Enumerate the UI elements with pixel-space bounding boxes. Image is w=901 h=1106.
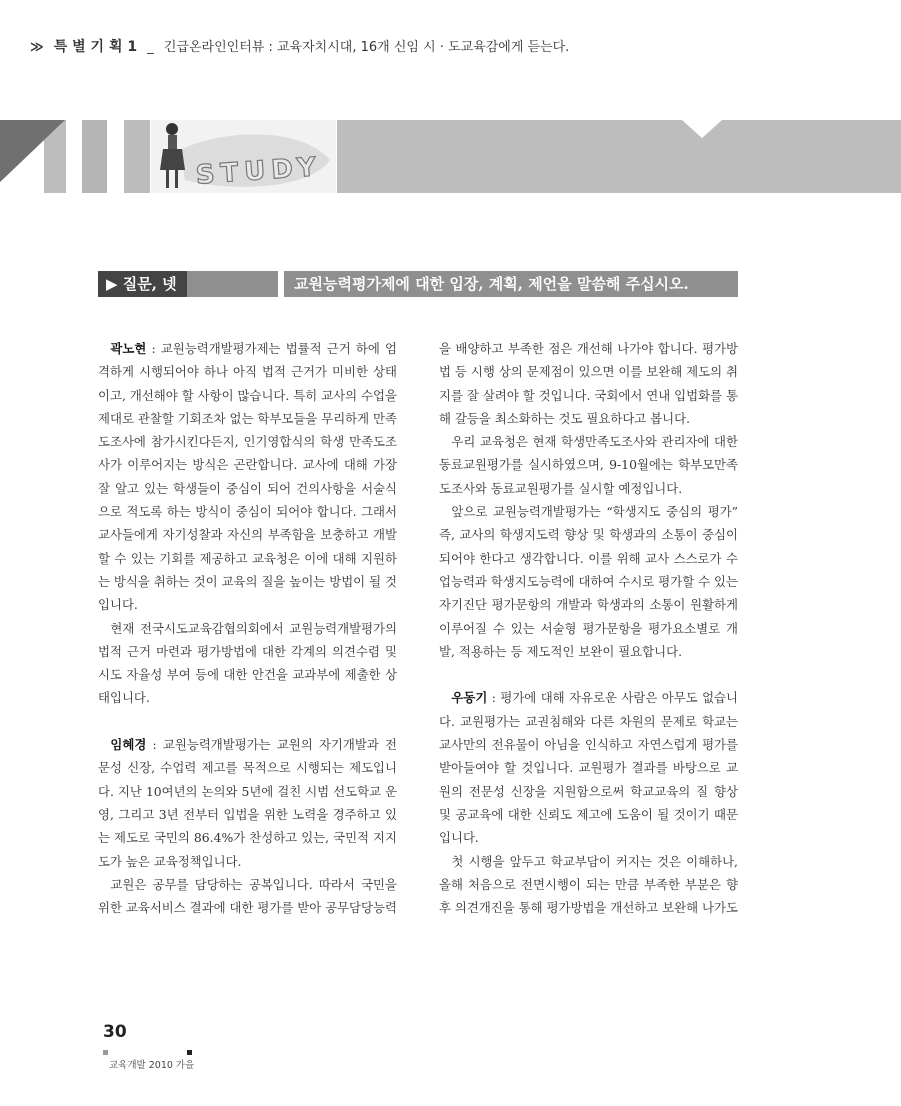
left-column (98, 337, 397, 919)
question-tag: ▶ 질문, 넷 (98, 271, 187, 297)
answer-paragraph: 첫 시행을 앞두고 학교부담이 커지는 것은 이해하나, 올해 처음으로 전면시행이 되는 만큼 부족한 부분은 향후 의견개진을 통해 평가방법을 개선하고 보완해 나가도 (439, 853, 738, 916)
paragraph-text: : 교원능력개발평가는 교원의 자기개발과 전문성 신장, 수업력 제고를 목적으로 시행되는 제도입니다. 지난 10여년의 논의와 5년에 걸친 시범 선도학교 운영, 그리고 3년 전부터 입법을 위한 노력을 경주하고 있는 제도로 국민의 86.4%가 찬성하고 있는, 국민적 지지도가 높은 교육정책입니다. (98, 737, 397, 869)
answer-paragraph (439, 686, 738, 849)
banner-stripe-2 (82, 120, 107, 193)
right-column (439, 337, 738, 919)
speaker-name: 우동기 (451, 690, 488, 706)
header-separator: _ (147, 40, 154, 55)
double-chevron-icon: ≫ (30, 40, 44, 55)
speaker-name: 임혜경 (110, 737, 147, 753)
answer-paragraph (98, 733, 397, 873)
answer-paragraph: 우리 교육청은 현재 학생만족도조사와 관리자에 대한 동료교원평가를 실시하였으며, 9-10월에는 학부모만족도조사와 동료교원평가를 실시할 예정입니다. (439, 434, 738, 496)
study-banner (0, 120, 901, 193)
answer-paragraph: 현재 전국시도교육감협의회에서 교원능력개발평가의 법적 근거 마련과 평가방법에 대한 각계의 의견수렴 및 시도 자율성 부여 등에 대한 안건을 교과부에 제출한 상태입니다. (98, 620, 397, 706)
answer-paragraph: 교원은 공무를 담당하는 공복입니다. 따라서 국민을 위한 교육서비스 결과에 대한 평가를 받아 공무담당능력 (98, 876, 397, 916)
magazine-name: 교육개발 2010 가을 (109, 1060, 195, 1071)
series-title: 특 별 기 획 1 (53, 39, 138, 55)
question-gap (278, 271, 284, 297)
answer-paragraph: 앞으로 교원능력개발평가는 “학생지도 중심의 평가” 즉, 교사의 학생지도력 향상 및 학생과의 소통이 중심이 되어야 한다고 생각합니다. 이를 위해 교사 스스로가 수업능력과 학생지도능력에 대하여 수시로 평가할 수 있는 자기진단 평가문항의 개발과 학생과의 소통이 원활하게 이루어질 수 있는 서술형 평가문항을 평가요소별로 개발, 적용하는 등 제도적인 보완이 필요합니다. (439, 504, 738, 659)
answer-paragraph (98, 337, 397, 617)
banner-stripe-3 (124, 120, 150, 193)
footer-square-icon (103, 1050, 108, 1055)
header-subtitle: 긴급온라인인터뷰 : 교육자치시대, 16개 신임 시 · 도교육감에게 듣는다. (163, 40, 570, 55)
paragraph-text: : 교원능력개발평가제는 법률적 근거 하에 엄격하게 시행되어야 하나 아직 법적 근거가 미비한 상태이고, 개선해야 할 사항이 많습니다. 특히 교사의 수업을 제대로 관찰할 기회조차 없는 학부모들을 무리하게 만족도조사에 참가시킨다든지, 인기영합식의 학생 만족도조사가 이루어지는 방식은 곤란합니다. 교사에 대해 가장 잘 알고 있는 학생들이 중심이 되어 건의사항을 서술식으로 적도록 하는 방식이 중심이 되어야 합니다. 그래서 교사들에게 자기성찰과 자신의 부족함을 보충하고 개발할 수 있는 기회를 제공하고 교육청은 이에 대해 지원하는 방식을 취하는 것이 교육의 질을 높이는 방법이 될 것입니다. (98, 341, 397, 613)
speaker-name: 곽노현 (110, 341, 147, 356)
page-number: 30 (103, 1022, 127, 1042)
banner-wide-bar (337, 120, 901, 193)
question-bar (98, 271, 738, 297)
footer (103, 1050, 203, 1072)
paragraph-text: : 평가에 대해 자유로운 사람은 아무도 없습니다. 교원평가는 교권침해와 다른 차원의 문제로 학교는 교사만의 전유물이 아님을 인식하고 자연스럽게 평가를 받아들여야 할 것입니다. 교원평가 결과를 바탕으로 교원의 전문성 신장을 지원함으로써 학교교육의 질 향상 및 공교육에 대한 신뢰도 제고에 도움이 될 것이기 때문입니다. (439, 690, 738, 846)
answer-paragraph: 을 배양하고 부족한 점은 개선해 나가야 합니다. 평가방법 등 시행 상의 문제점이 있으면 이를 보완해 제도의 취지를 잘 살려야 할 것입니다. 국회에서 연내 입법화를 통해 갈등을 최소화하는 것도 필요하다고 봅니다. (439, 341, 738, 426)
banner-study-text: STUDY (194, 152, 323, 191)
footer-square-icon (187, 1050, 192, 1055)
running-header (30, 36, 569, 56)
question-text: 교원능력평가제에 대한 입장, 계획, 제언을 말씀해 주십시오. (294, 275, 689, 293)
